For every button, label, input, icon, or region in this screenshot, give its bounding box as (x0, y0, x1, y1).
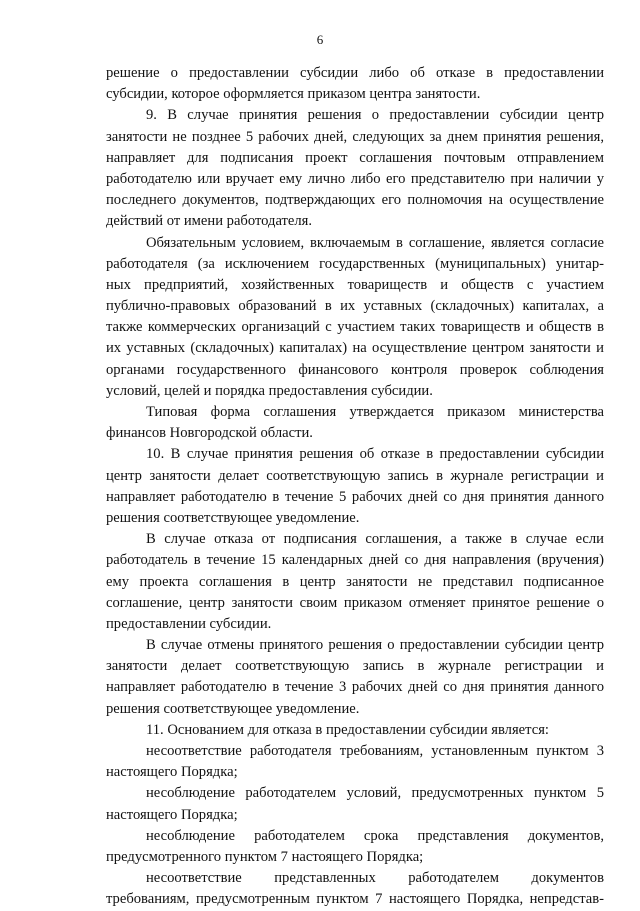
text-line: 10. В случае принятия решения об отказе в предоставлении субсидии (146, 446, 604, 463)
text-line: В случае отмены принятого решения о предоставлении субсидии центр (146, 637, 604, 654)
text-line: субсидии, которое оформляется приказом центра занятости. (106, 86, 481, 103)
text-line: работодатель в течение 15 календарных дней со дня направления (вручения) (106, 552, 604, 569)
text-line: направляет для подписания проект соглашения почтовым отправлением (106, 149, 604, 166)
text-line: последнего документов, подтверждающих его полномочия на осуществление (106, 192, 604, 209)
text-line: органами государственного финансового контроля проверок соблюдения (106, 361, 604, 378)
text-line: занятости делает соответствующую запись в журнале регистрации и (106, 658, 604, 675)
text-line: решение о предоставлении субсидии либо об отказе в предоставлении (106, 65, 604, 81)
text-line: работодателю или вручает ему лично либо его представителю при наличии у (106, 170, 604, 187)
page-number: 6 (316, 32, 324, 47)
text-line: несоответствие работодателя требованиям, установленным пунктом 3 (146, 743, 604, 759)
text-line: их уставных (складочных) капиталах) на осуществление центром занятости и (106, 340, 604, 357)
text-line: центр занятости делает соответствующую запись в журнале регистрации и (106, 467, 604, 484)
text-line: несоблюдение работодателем условий, предусмотренных пунктом 5 (146, 785, 604, 802)
text-line: Обязательным условием, включаемым в соглашение, является согласие (146, 234, 604, 251)
text-line: ему проекта соглашения в центр занятости не представил подписанное (106, 573, 604, 590)
text-line: работодателя (за исключением государственных (муниципальных) унитар- (106, 255, 604, 272)
text-line: ных предприятий, хозяйственных товариществ и обществ с участием (106, 276, 604, 293)
text-line: настоящего Порядка; (106, 764, 238, 781)
text-line: условий, целей и порядка предоставления субсидии. (106, 382, 433, 399)
text-line: Типовая форма соглашения утверждается приказом министерства (146, 404, 604, 420)
document-body (106, 63, 604, 911)
text-line: несоответствие представленных работодателем документов (146, 870, 604, 887)
text-line: соглашение, центр занятости своим приказом отменяет принятое решение о (106, 594, 604, 611)
text-line: требованиям, предусмотренным пунктом 7 настоящего Порядка, непредстав- (106, 891, 604, 908)
text-line: предоставлении субсидии. (106, 615, 272, 632)
text-line: направляет работодателю в течение 5 рабочих дней со дня принятия данного (106, 488, 604, 505)
text-line: решения соответствующее уведомление. (106, 700, 360, 717)
text-line: занятости не позднее 5 рабочих дней, следующих за днем принятия решения, (106, 128, 604, 145)
text-line: действий от имени работодателя. (106, 213, 313, 230)
text-line: 11. Основанием для отказа в предоставлении субсидии является: (146, 721, 549, 738)
text-line: финансов Новгородской области. (106, 425, 313, 442)
text-line: настоящего Порядка; (106, 806, 238, 823)
text-line: публично-правовых образований в их уставных (складочных) капиталах, а (106, 298, 604, 315)
text-line: В случае отказа от подписания соглашения, а также в случае если (146, 531, 604, 548)
text-line: решения соответствующее уведомление. (106, 509, 360, 526)
text-line: направляет работодателю в течение 3 рабочих дней со дня принятия данного (106, 679, 604, 696)
text-line: 9. В случае принятия решения о предоставлении субсидии центр (146, 107, 604, 124)
text-line: также коммерческих организаций с участием таких товариществ и обществ в (106, 319, 604, 336)
text-line: несоблюдение работодателем срока представления документов, (146, 827, 604, 844)
text-line: предусмотренного пунктом 7 настоящего Порядка; (106, 848, 424, 865)
